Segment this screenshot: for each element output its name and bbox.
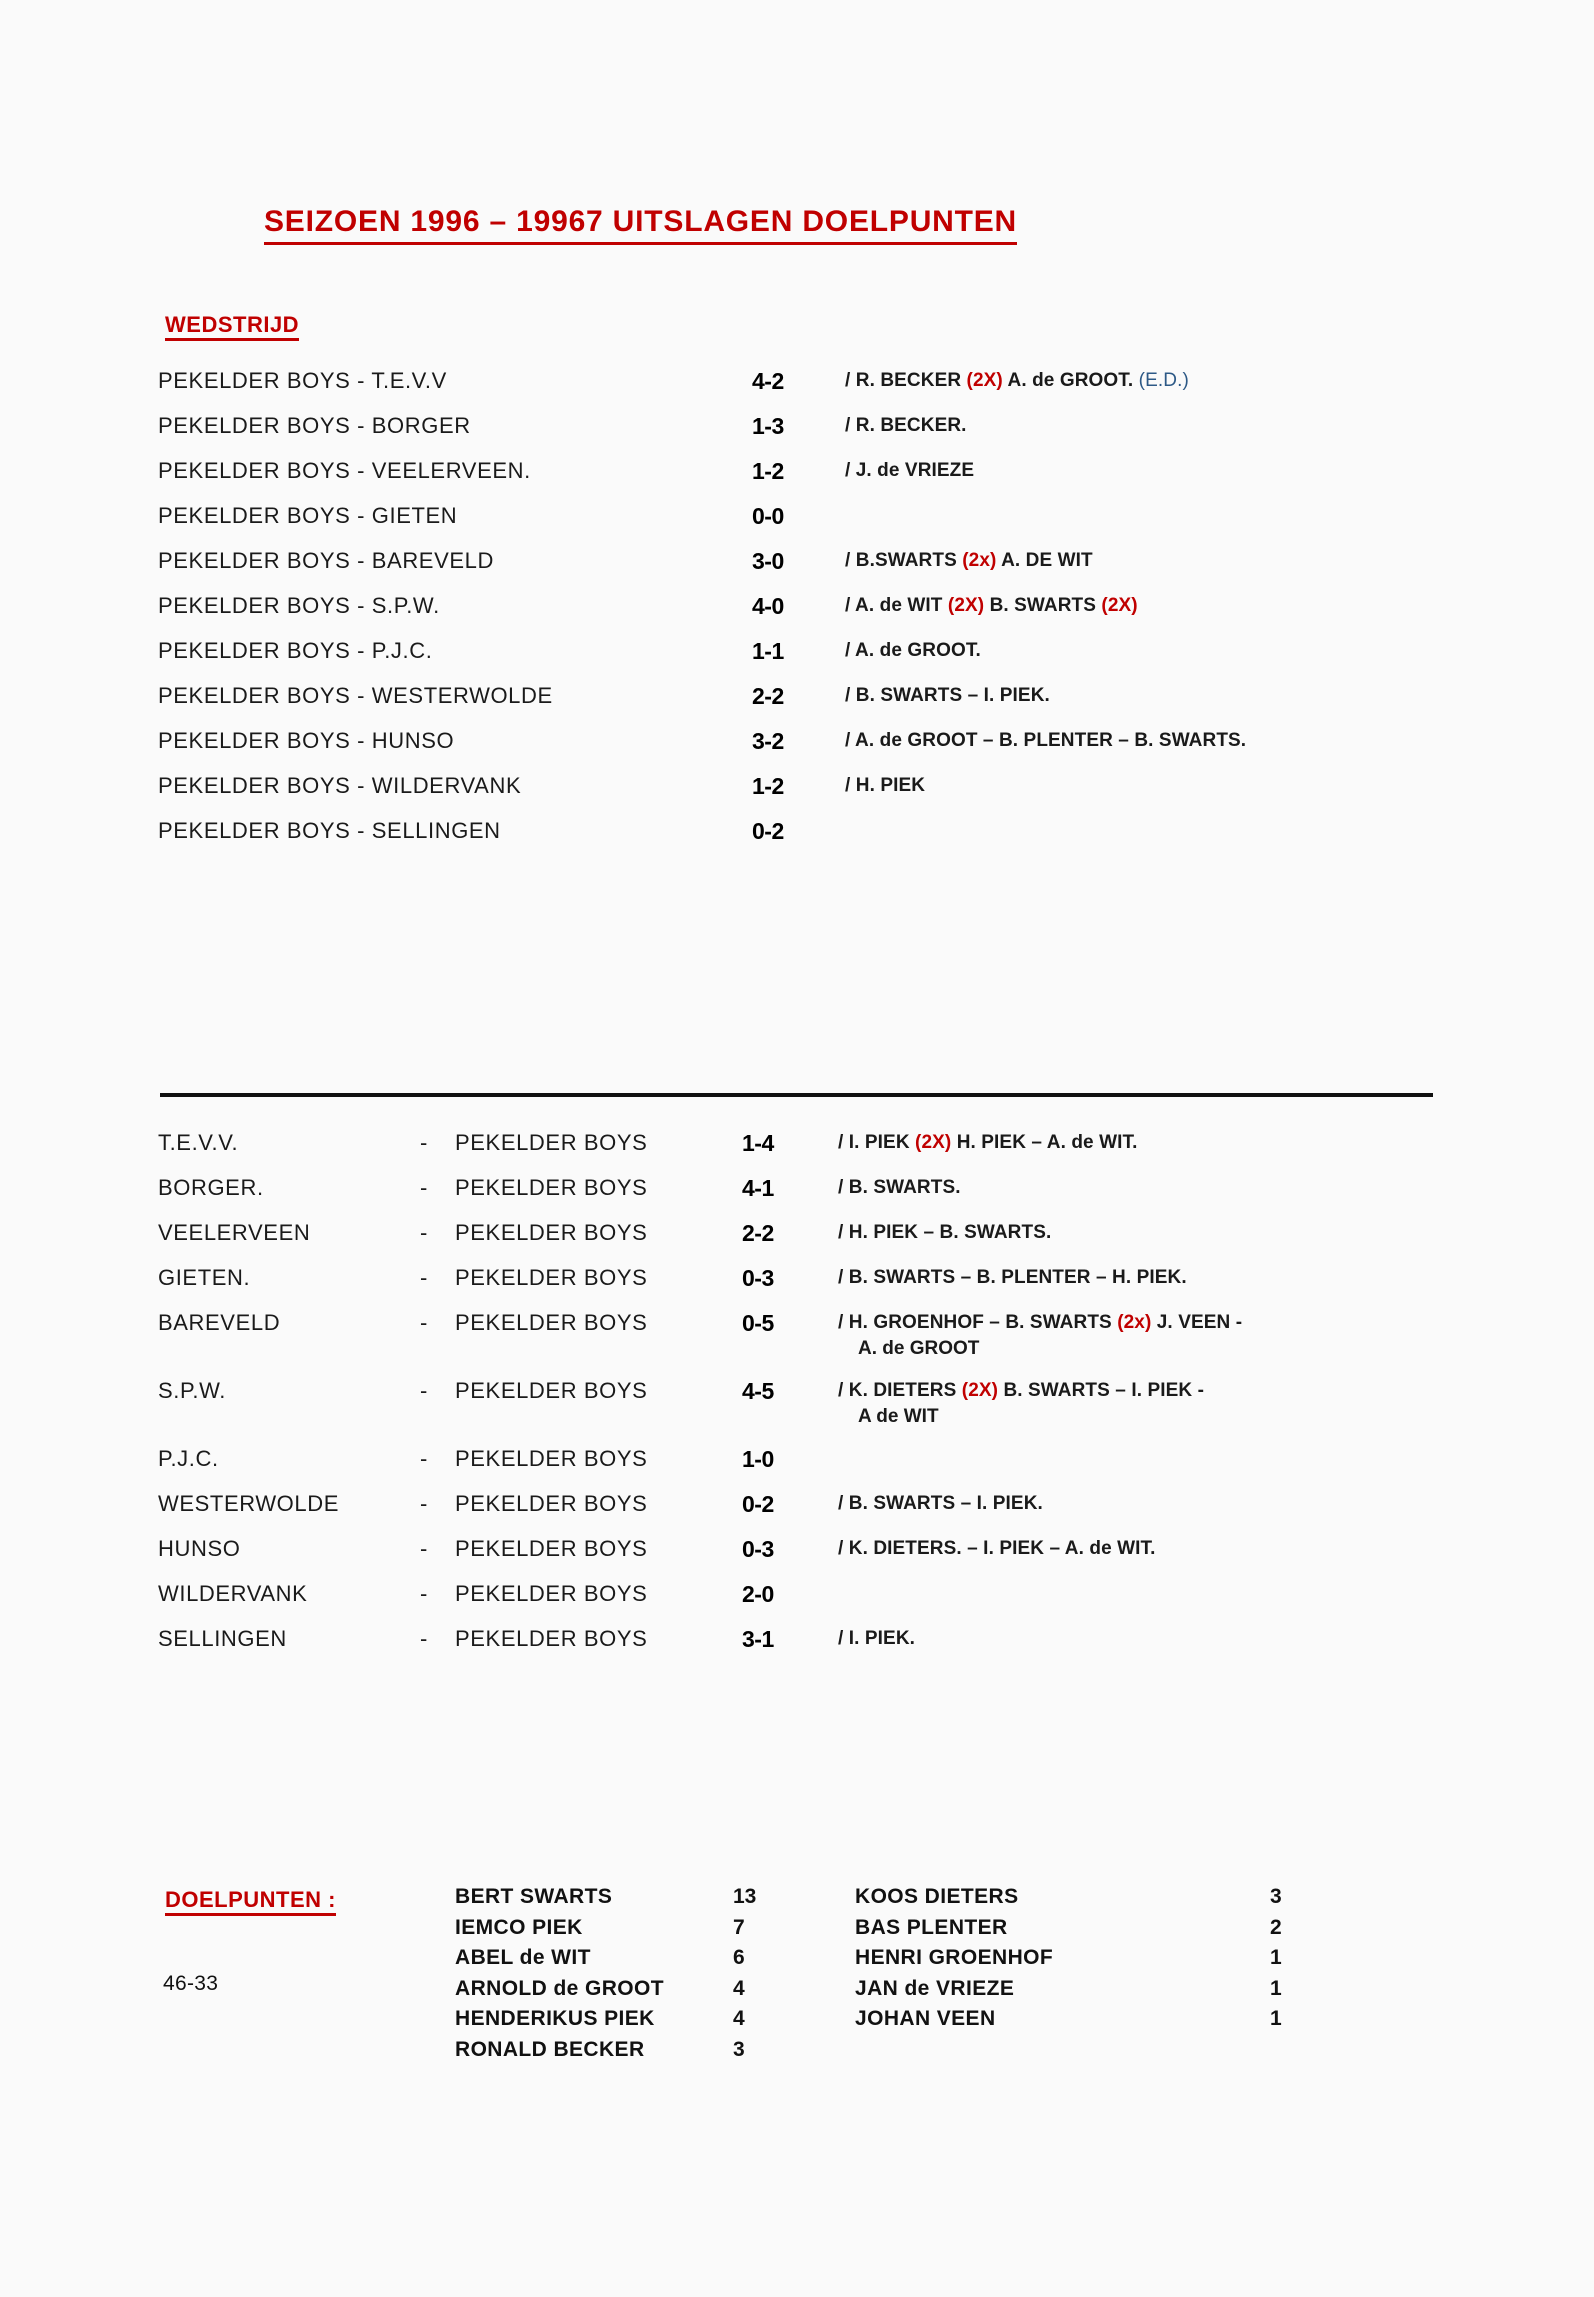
match-home-team: PEKELDER BOYS: [455, 1378, 648, 1403]
scorer-text: / K. DIETERS. – I. PIEK – A. de WIT.: [838, 1538, 1156, 1559]
match-scorers: [838, 1267, 1187, 1289]
match-home-team: PEKELDER BOYS: [455, 1446, 648, 1471]
match-fixture: PEKELDER BOYS - WESTERWOLDE: [158, 683, 553, 708]
match-opponent: T.E.V.V.: [158, 1130, 239, 1155]
scorer-text: / K. DIETERS: [838, 1380, 962, 1401]
match-score: 3-0: [752, 548, 784, 574]
match-opponent: WILDERVANK: [158, 1581, 308, 1606]
match-scorers: [838, 1538, 1156, 1560]
match-row: [0, 1378, 1594, 1446]
match-separator: -: [420, 1581, 428, 1606]
scorer-text: / A. de WIT: [845, 595, 948, 616]
match-fixture: PEKELDER BOYS - SELLINGEN: [158, 818, 501, 843]
scorer-text: / B. SWARTS – B. PLENTER – H. PIEK.: [838, 1267, 1187, 1288]
match-scorers: [845, 640, 981, 662]
match-separator: -: [420, 1130, 428, 1155]
match-scorers: [845, 730, 1246, 752]
goal-multiplier: (2X): [966, 370, 1003, 391]
scorer-goal-count: 3: [1270, 1885, 1282, 1908]
match-score: 2-2: [752, 683, 784, 709]
away-matches-list: [0, 1130, 1594, 1671]
scorer-name: JOHAN VEEN: [855, 2007, 996, 2030]
goal-multiplier: (2X): [915, 1132, 952, 1153]
match-row: [0, 773, 1594, 818]
goal-multiplier: (2x): [962, 550, 997, 571]
match-opponent: P.J.C.: [158, 1446, 219, 1471]
match-row: [0, 593, 1594, 638]
match-separator: -: [420, 1491, 428, 1516]
match-row: [0, 1130, 1594, 1175]
match-scorers: [838, 1380, 1204, 1402]
match-row: [0, 1446, 1594, 1491]
own-goal-marker: (E.D.): [1138, 370, 1189, 391]
match-fixture: PEKELDER BOYS - S.P.W.: [158, 593, 440, 618]
match-separator: -: [420, 1378, 428, 1403]
match-home-team: PEKELDER BOYS: [455, 1491, 648, 1516]
scorer-goal-count: 7: [733, 1915, 745, 1939]
scorer-name: BERT SWARTS: [455, 1885, 613, 1908]
match-opponent: GIETEN.: [158, 1265, 251, 1290]
scorer-text: / A. de GROOT – B. PLENTER – B. SWARTS.: [845, 730, 1247, 751]
scorer-goal-count: 4: [733, 2007, 745, 2030]
scorer-text: B. SWARTS – I. PIEK -: [998, 1380, 1205, 1401]
scorer-goal-count: 6: [733, 1946, 745, 1969]
match-home-team: PEKELDER BOYS: [455, 1581, 648, 1606]
match-scorers: [845, 775, 925, 797]
match-scorers: [845, 550, 1093, 572]
scorer-text: / I. PIEK: [838, 1132, 916, 1153]
match-score: 4-0: [752, 593, 784, 619]
scorer-text: / R. BECKER.: [845, 415, 967, 436]
match-scorers: [845, 595, 1138, 617]
section-heading-wedstrijd: WEDSTRIJD: [165, 313, 299, 341]
match-scorers: [838, 1177, 961, 1199]
match-row: [0, 1220, 1594, 1265]
match-score: 1-2: [752, 773, 784, 799]
match-scorers: [845, 685, 1050, 707]
match-score: 0-0: [752, 503, 784, 529]
match-score: 1-2: [752, 458, 784, 484]
match-opponent: SELLINGEN: [158, 1626, 287, 1651]
match-score: 2-0: [742, 1581, 774, 1607]
match-fixture: PEKELDER BOYS - WILDERVANK: [158, 773, 522, 798]
match-scorers: [845, 460, 974, 482]
match-fixture: PEKELDER BOYS - BORGER: [158, 413, 471, 438]
match-row: [0, 638, 1594, 683]
goals-aggregate: 46-33: [163, 1972, 219, 1995]
scorer-text: / B. SWARTS – I. PIEK.: [845, 685, 1050, 706]
match-separator: -: [420, 1310, 428, 1335]
match-row: [0, 1310, 1594, 1378]
match-fixture: PEKELDER BOYS - VEELERVEEN.: [158, 458, 531, 483]
match-scorers: [845, 370, 1189, 392]
match-home-team: PEKELDER BOYS: [455, 1265, 648, 1290]
match-opponent: HUNSO: [158, 1536, 241, 1561]
match-score: 1-1: [752, 638, 784, 664]
match-scorers-continuation: A. de GROOT: [858, 1338, 980, 1359]
scorer-text: J. VEEN -: [1151, 1312, 1243, 1333]
match-home-team: PEKELDER BOYS: [455, 1130, 648, 1155]
scorer-text: / B. SWARTS – I. PIEK.: [838, 1493, 1043, 1514]
match-separator: -: [420, 1220, 428, 1245]
match-score: 2-2: [742, 1220, 774, 1246]
match-row: [0, 548, 1594, 593]
match-score: 0-5: [742, 1310, 774, 1336]
match-score: 4-5: [742, 1378, 774, 1404]
page-title: SEIZOEN 1996 – 19967 UITSLAGEN DOELPUNTEN: [264, 206, 1017, 245]
match-separator: -: [420, 1446, 428, 1471]
match-fixture: PEKELDER BOYS - HUNSO: [158, 728, 455, 753]
match-home-team: PEKELDER BOYS: [455, 1536, 648, 1561]
scorer-text: / A. de GROOT.: [845, 640, 981, 661]
match-score: 1-4: [742, 1130, 774, 1156]
match-score: 3-2: [752, 728, 784, 754]
scorer-text: / H. PIEK – B. SWARTS.: [838, 1222, 1052, 1243]
match-home-team: PEKELDER BOYS: [455, 1220, 648, 1245]
match-row: [0, 1626, 1594, 1671]
match-score: 4-2: [752, 368, 784, 394]
match-scorers: [838, 1222, 1051, 1244]
match-row: [0, 1491, 1594, 1536]
match-score: 0-2: [742, 1491, 774, 1517]
match-opponent: BORGER.: [158, 1175, 264, 1200]
match-score: 4-1: [742, 1175, 774, 1201]
match-row: [0, 1265, 1594, 1310]
match-opponent: WESTERWOLDE: [158, 1491, 339, 1516]
match-scorers: [838, 1493, 1043, 1515]
scorer-text: A. DE WIT: [996, 550, 1093, 571]
match-score: 0-2: [752, 818, 784, 844]
match-score: 0-3: [742, 1265, 774, 1291]
match-row: [0, 368, 1594, 413]
scorer-name: RONALD BECKER: [455, 2037, 645, 2061]
scorer-name: IEMCO PIEK: [455, 1915, 583, 1939]
match-fixture: PEKELDER BOYS - P.J.C.: [158, 638, 433, 663]
scorer-name: ABEL de WIT: [455, 1946, 591, 1969]
match-row: [0, 728, 1594, 773]
match-home-team: PEKELDER BOYS: [455, 1175, 648, 1200]
scorer-text: / I. PIEK.: [838, 1628, 916, 1649]
scorer-text: H. PIEK – A. de WIT.: [951, 1132, 1138, 1153]
match-row: [0, 683, 1594, 728]
scorer-text: / B. SWARTS.: [838, 1177, 961, 1198]
match-row: [0, 413, 1594, 458]
match-separator: -: [420, 1265, 428, 1290]
goal-multiplier: (2X): [1101, 595, 1138, 616]
scorer-name: HENDERIKUS PIEK: [455, 2007, 655, 2030]
match-opponent: BAREVELD: [158, 1310, 281, 1335]
match-scorers: [838, 1628, 915, 1650]
goal-multiplier: (2X): [947, 595, 985, 616]
match-scorers: [845, 415, 967, 437]
scorer-goal-count: 1: [1270, 2007, 1282, 2030]
match-separator: -: [420, 1626, 428, 1651]
scorer-name: JAN de VRIEZE: [855, 1976, 1015, 2000]
scorer-text: A. de GROOT.: [1002, 370, 1139, 391]
scorer-name: KOOS DIETERS: [855, 1885, 1019, 1908]
match-row: [0, 818, 1594, 863]
match-scorers: [838, 1132, 1137, 1154]
scorer-text: / B.SWARTS: [845, 550, 963, 571]
scorer-goal-count: 1: [1270, 1946, 1282, 1969]
scorer-goal-count: 2: [1270, 1915, 1282, 1939]
scorer-text: B. SWARTS: [984, 595, 1102, 616]
match-score: 0-3: [742, 1536, 774, 1562]
match-row: [0, 1536, 1594, 1581]
scorer-text: / R. BECKER: [845, 370, 967, 391]
goal-multiplier: (2x): [1117, 1312, 1152, 1333]
match-row: [0, 1175, 1594, 1220]
match-fixture: PEKELDER BOYS - GIETEN: [158, 503, 458, 528]
match-opponent: VEELERVEEN: [158, 1220, 311, 1245]
match-scorers-continuation: A de WIT: [858, 1406, 939, 1427]
match-home-team: PEKELDER BOYS: [455, 1310, 648, 1335]
match-home-team: PEKELDER BOYS: [455, 1626, 648, 1651]
scorer-text: / H. GROENHOF – B. SWARTS: [838, 1312, 1118, 1333]
match-separator: -: [420, 1175, 428, 1200]
match-row: [0, 458, 1594, 503]
scorer-goal-count: 1: [1270, 1976, 1282, 2000]
match-row: [0, 503, 1594, 548]
match-fixture: PEKELDER BOYS - T.E.V.V: [158, 368, 447, 393]
scorer-name: HENRI GROENHOF: [855, 1946, 1054, 1969]
match-scorers: [838, 1312, 1242, 1334]
scorer-goal-count: 3: [733, 2037, 745, 2061]
match-fixture: PEKELDER BOYS - BAREVELD: [158, 548, 494, 573]
match-separator: -: [420, 1536, 428, 1561]
scorer-text: / H. PIEK: [845, 775, 926, 796]
match-opponent: S.P.W.: [158, 1378, 226, 1403]
goal-multiplier: (2X): [961, 1380, 999, 1401]
match-score: 3-1: [742, 1626, 774, 1652]
match-score: 1-3: [752, 413, 784, 439]
scorer-name: ARNOLD de GROOT: [455, 1976, 664, 2000]
scorer-text: / J. de VRIEZE: [845, 460, 975, 481]
match-row: [0, 1581, 1594, 1626]
scorer-goal-count: 4: [733, 1976, 745, 2000]
home-matches-list: [0, 368, 1594, 863]
match-score: 1-0: [742, 1446, 774, 1472]
scorer-name: BAS PLENTER: [855, 1915, 1008, 1939]
scorer-goal-count: 13: [733, 1885, 757, 1908]
section-divider: [160, 1093, 1433, 1097]
section-heading-doelpunten: DOELPUNTEN :: [165, 1888, 336, 1916]
